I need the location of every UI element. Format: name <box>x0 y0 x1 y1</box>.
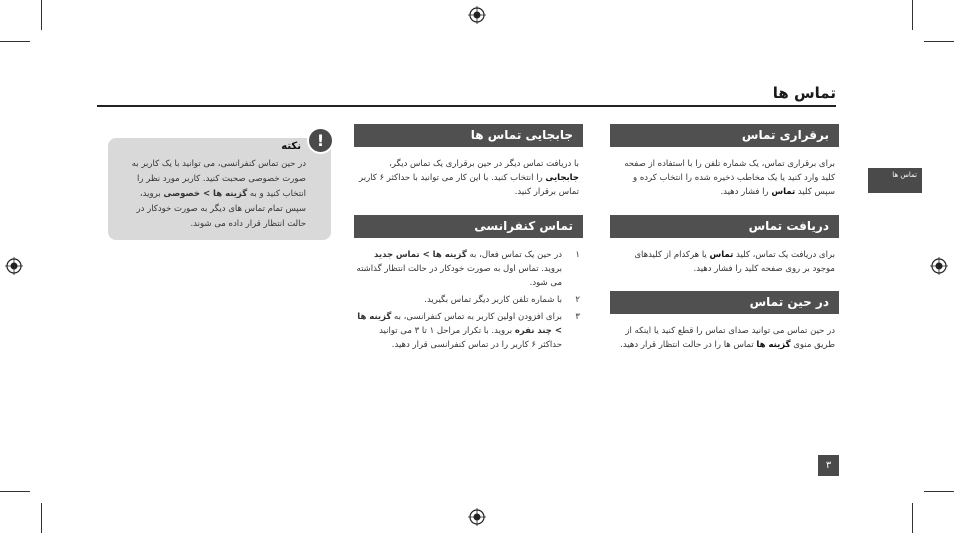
section-header-swap-call: جابجایی تماس ها <box>354 124 583 147</box>
make-call-text: برای برقراری تماس، یک شماره تلفن را با استفاده از صفحه کلید وارد کنید یا یک مخاطب ذخیره شده را انتخاب کرده و سپس کلید تماس را فشار دهید. <box>624 159 835 197</box>
title-rule <box>97 105 836 107</box>
registration-mark-icon <box>468 508 486 526</box>
crop-mark <box>41 503 42 533</box>
crop-mark <box>0 491 30 492</box>
crop-mark <box>0 41 30 42</box>
registration-mark-icon <box>930 257 948 275</box>
section-header-make-call: برقراری تماس <box>610 124 839 147</box>
crop-mark <box>912 503 913 533</box>
page-number: ۳ <box>818 455 839 476</box>
receive-call-text: برای دریافت یک تماس، کلید تماس یا هرکدام از کلیدهای موجود بر روی صفحه کلید را فشار دهید. <box>634 250 835 274</box>
step-text: با شماره تلفن کاربر دیگر تماس بگیرید. <box>424 295 562 305</box>
exclamation-icon: ! <box>307 127 334 154</box>
step-item <box>354 310 582 352</box>
page-title: تماس ها <box>772 84 836 102</box>
crop-mark <box>912 0 913 30</box>
step-text: برای افزودن اولین کاربر به تماس کنفرانسی، به گزینه ها > چند نفره بروید. با تکرار مراحل ۱ تا ۳ می توانید حداکثر ۶ کاربر را در تماس کنفرانسی قرار دهید. <box>357 312 562 350</box>
step-number: ۱ <box>575 250 580 260</box>
step-number: ۲ <box>575 295 580 305</box>
conference-steps <box>354 248 582 355</box>
step-text: در حین یک تماس فعال، به گزینه ها > تماس جدید بروید. تماس اول به صورت خودکار در حالت انتظار گذاشته می شود. <box>356 250 562 288</box>
side-tab: تماس ها <box>868 168 922 193</box>
crop-mark <box>924 41 954 42</box>
section-header-receive-call: دریافت تماس <box>610 215 839 238</box>
crop-mark <box>924 491 954 492</box>
step-item <box>354 293 582 307</box>
step-number: ۳ <box>575 312 580 322</box>
during-call-text: در حین تماس می توانید صدای تماس را قطع کنید یا اینکه از طریق منوی گزینه ها تماس ها را در حالت انتظار قرار دهید. <box>620 326 835 350</box>
swap-call-text: با دریافت تماس دیگر در حین برقراری یک تماس دیگر، جابجایی را انتخاب کنید. با این کار می توانید با حداکثر ۶ کاربر تماس برقرار کنید. <box>359 159 579 197</box>
section-header-during-call: در حین تماس <box>610 291 839 314</box>
note-title: نکته <box>281 141 301 152</box>
registration-mark-icon <box>5 257 23 275</box>
crop-mark <box>41 0 42 30</box>
registration-mark-icon <box>468 6 486 24</box>
section-header-conference-call: تماس کنفرانسی <box>354 215 583 238</box>
step-item <box>354 248 582 290</box>
note-text: در حین تماس کنفرانسی، می توانید با یک کاربر به صورت خصوصی صحبت کنید. کاربر مورد نظر را انتخاب کنید و به گزینه ها > خصوصی بروید، سپس تمام تماس های دیگر به صورت خودکار در حالت انتظار قرار داده می شوند. <box>131 159 306 229</box>
